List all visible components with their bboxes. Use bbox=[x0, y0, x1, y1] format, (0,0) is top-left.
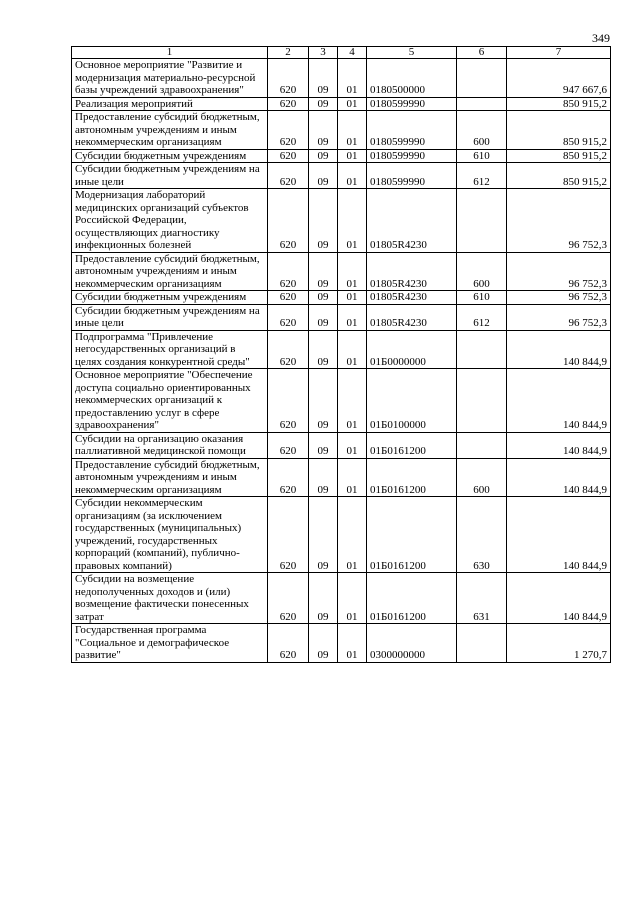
amount-cell: 850 915,2 bbox=[507, 111, 611, 150]
subsection-cell: 01 bbox=[338, 497, 367, 573]
amount-cell: 96 752,3 bbox=[507, 189, 611, 253]
target-article-cell: 01Б0100000 bbox=[367, 369, 457, 433]
grbs-cell: 620 bbox=[268, 111, 309, 150]
expense-type-cell: 600 bbox=[457, 111, 507, 150]
subsection-cell: 01 bbox=[338, 163, 367, 189]
subsection-cell: 01 bbox=[338, 458, 367, 497]
subsection-cell: 01 bbox=[338, 369, 367, 433]
amount-cell: 850 915,2 bbox=[507, 97, 611, 111]
row-name-cell: Субсидии бюджетным учреждениям на иные цели bbox=[72, 163, 268, 189]
row-name-cell: Подпрограмма "Привлечение негосударственных организаций в целях создания конкурентной среды" bbox=[72, 330, 268, 369]
section-cell: 09 bbox=[309, 432, 338, 458]
grbs-cell: 620 bbox=[268, 252, 309, 291]
amount-cell: 96 752,3 bbox=[507, 291, 611, 305]
table-row bbox=[72, 304, 611, 330]
amount-cell: 850 915,2 bbox=[507, 149, 611, 163]
section-cell: 09 bbox=[309, 252, 338, 291]
header-row bbox=[72, 47, 611, 59]
target-article-cell: 01Б0161200 bbox=[367, 432, 457, 458]
target-article-cell: 01805R4230 bbox=[367, 252, 457, 291]
grbs-cell: 620 bbox=[268, 59, 309, 98]
subsection-cell: 01 bbox=[338, 432, 367, 458]
amount-cell: 1 270,7 bbox=[507, 624, 611, 663]
budget-table bbox=[71, 46, 611, 663]
table-row bbox=[72, 163, 611, 189]
subsection-cell: 01 bbox=[338, 252, 367, 291]
section-cell: 09 bbox=[309, 624, 338, 663]
grbs-cell: 620 bbox=[268, 149, 309, 163]
section-cell: 09 bbox=[309, 458, 338, 497]
table-row bbox=[72, 97, 611, 111]
target-article-cell: 01Б0161200 bbox=[367, 458, 457, 497]
target-article-cell: 0300000000 bbox=[367, 624, 457, 663]
target-article-cell: 0180500000 bbox=[367, 59, 457, 98]
subsection-cell: 01 bbox=[338, 149, 367, 163]
table-row bbox=[72, 330, 611, 369]
row-name-cell: Субсидии на возмещение недополученных доходов и (или) возмещение фактически понесенных затрат bbox=[72, 573, 268, 624]
column-header: 3 bbox=[309, 47, 338, 59]
section-cell: 09 bbox=[309, 573, 338, 624]
subsection-cell: 01 bbox=[338, 573, 367, 624]
row-name-cell: Субсидии бюджетным учреждениям bbox=[72, 149, 268, 163]
section-cell: 09 bbox=[309, 189, 338, 253]
grbs-cell: 620 bbox=[268, 304, 309, 330]
row-name-cell: Субсидии бюджетным учреждениям bbox=[72, 291, 268, 305]
section-cell: 09 bbox=[309, 97, 338, 111]
table-row bbox=[72, 111, 611, 150]
expense-type-cell bbox=[457, 97, 507, 111]
row-name-cell: Основное мероприятие "Развитие и модернизация материально-ресурсной базы учреждений здравоохранения" bbox=[72, 59, 268, 98]
subsection-cell: 01 bbox=[338, 59, 367, 98]
grbs-cell: 620 bbox=[268, 189, 309, 253]
page-number: 349 bbox=[592, 31, 610, 45]
amount-cell: 140 844,9 bbox=[507, 369, 611, 433]
grbs-cell: 620 bbox=[268, 573, 309, 624]
column-header: 1 bbox=[72, 47, 268, 59]
table-row bbox=[72, 624, 611, 663]
target-article-cell: 0180599990 bbox=[367, 111, 457, 150]
column-header: 7 bbox=[507, 47, 611, 59]
row-name-cell: Реализация мероприятий bbox=[72, 97, 268, 111]
amount-cell: 96 752,3 bbox=[507, 252, 611, 291]
amount-cell: 140 844,9 bbox=[507, 330, 611, 369]
grbs-cell: 620 bbox=[268, 369, 309, 433]
section-cell: 09 bbox=[309, 497, 338, 573]
target-article-cell: 0180599990 bbox=[367, 163, 457, 189]
amount-cell: 947 667,6 bbox=[507, 59, 611, 98]
row-name-cell: Модернизация лабораторий медицинских организаций субъектов Российской Федерации, осуществляющих диагностику инфекционных болезней bbox=[72, 189, 268, 253]
subsection-cell: 01 bbox=[338, 97, 367, 111]
table-row bbox=[72, 573, 611, 624]
subsection-cell: 01 bbox=[338, 111, 367, 150]
grbs-cell: 620 bbox=[268, 458, 309, 497]
section-cell: 09 bbox=[309, 304, 338, 330]
table-row bbox=[72, 432, 611, 458]
expense-type-cell bbox=[457, 369, 507, 433]
expense-type-cell: 600 bbox=[457, 252, 507, 291]
table-row bbox=[72, 252, 611, 291]
row-name-cell: Субсидии на организацию оказания паллиативной медицинской помощи bbox=[72, 432, 268, 458]
amount-cell: 140 844,9 bbox=[507, 458, 611, 497]
row-name-cell: Государственная программа "Социальное и демографическое развитие" bbox=[72, 624, 268, 663]
section-cell: 09 bbox=[309, 149, 338, 163]
expense-type-cell: 600 bbox=[457, 458, 507, 497]
amount-cell: 850 915,2 bbox=[507, 163, 611, 189]
amount-cell: 140 844,9 bbox=[507, 432, 611, 458]
section-cell: 09 bbox=[309, 163, 338, 189]
expense-type-cell bbox=[457, 624, 507, 663]
grbs-cell: 620 bbox=[268, 97, 309, 111]
grbs-cell: 620 bbox=[268, 432, 309, 458]
section-cell: 09 bbox=[309, 369, 338, 433]
column-header: 4 bbox=[338, 47, 367, 59]
subsection-cell: 01 bbox=[338, 291, 367, 305]
expense-type-cell: 631 bbox=[457, 573, 507, 624]
table-row bbox=[72, 189, 611, 253]
row-name-cell: Субсидии некоммерческим организациям (за исключением государственных (муниципальных) учреждений, государственных корпораций (компаний), публично-правовых компаний) bbox=[72, 497, 268, 573]
table-row bbox=[72, 369, 611, 433]
target-article-cell: 0180599990 bbox=[367, 97, 457, 111]
table-row bbox=[72, 291, 611, 305]
target-article-cell: 01Б0161200 bbox=[367, 497, 457, 573]
target-article-cell: 01805R4230 bbox=[367, 189, 457, 253]
grbs-cell: 620 bbox=[268, 330, 309, 369]
expense-type-cell: 610 bbox=[457, 291, 507, 305]
column-header: 5 bbox=[367, 47, 457, 59]
table-row bbox=[72, 59, 611, 98]
grbs-cell: 620 bbox=[268, 163, 309, 189]
target-article-cell: 0180599990 bbox=[367, 149, 457, 163]
row-name-cell: Основное мероприятие "Обеспечение доступа социально ориентированных некоммерческих организаций к предоставлению услуг в сфере здравоохранения" bbox=[72, 369, 268, 433]
amount-cell: 140 844,9 bbox=[507, 497, 611, 573]
column-header: 2 bbox=[268, 47, 309, 59]
grbs-cell: 620 bbox=[268, 291, 309, 305]
grbs-cell: 620 bbox=[268, 497, 309, 573]
subsection-cell: 01 bbox=[338, 304, 367, 330]
expense-type-cell: 630 bbox=[457, 497, 507, 573]
row-name-cell: Субсидии бюджетным учреждениям на иные цели bbox=[72, 304, 268, 330]
row-name-cell: Предоставление субсидий бюджетным, автономным учреждениям и иным некоммерческим организациям bbox=[72, 111, 268, 150]
target-article-cell: 01805R4230 bbox=[367, 304, 457, 330]
table-row bbox=[72, 497, 611, 573]
row-name-cell: Предоставление субсидий бюджетным, автономным учреждениям и иным некоммерческим организациям bbox=[72, 252, 268, 291]
table-row bbox=[72, 149, 611, 163]
expense-type-cell: 612 bbox=[457, 163, 507, 189]
target-article-cell: 01Б0000000 bbox=[367, 330, 457, 369]
subsection-cell: 01 bbox=[338, 624, 367, 663]
expense-type-cell: 610 bbox=[457, 149, 507, 163]
subsection-cell: 01 bbox=[338, 330, 367, 369]
expense-type-cell bbox=[457, 432, 507, 458]
grbs-cell: 620 bbox=[268, 624, 309, 663]
target-article-cell: 01805R4230 bbox=[367, 291, 457, 305]
expense-type-cell bbox=[457, 330, 507, 369]
expense-type-cell bbox=[457, 189, 507, 253]
table-row bbox=[72, 458, 611, 497]
section-cell: 09 bbox=[309, 291, 338, 305]
section-cell: 09 bbox=[309, 111, 338, 150]
subsection-cell: 01 bbox=[338, 189, 367, 253]
amount-cell: 96 752,3 bbox=[507, 304, 611, 330]
section-cell: 09 bbox=[309, 330, 338, 369]
row-name-cell: Предоставление субсидий бюджетным, автономным учреждениям и иным некоммерческим организациям bbox=[72, 458, 268, 497]
amount-cell: 140 844,9 bbox=[507, 573, 611, 624]
expense-type-cell bbox=[457, 59, 507, 98]
target-article-cell: 01Б0161200 bbox=[367, 573, 457, 624]
section-cell: 09 bbox=[309, 59, 338, 98]
expense-type-cell: 612 bbox=[457, 304, 507, 330]
column-header: 6 bbox=[457, 47, 507, 59]
